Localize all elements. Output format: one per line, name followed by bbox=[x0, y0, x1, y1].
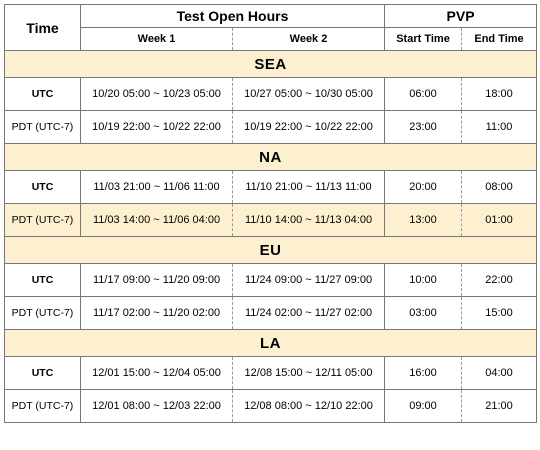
table-row bbox=[5, 264, 537, 297]
week2-cell: 12/08 15:00 ~ 12/11 05:00 bbox=[233, 357, 385, 390]
row-label: PDT (UTC-7) bbox=[5, 297, 81, 330]
region-name: SEA bbox=[5, 51, 537, 78]
region-row-na bbox=[5, 144, 537, 171]
week1-cell: 10/20 05:00 ~ 10/23 05:00 bbox=[81, 78, 233, 111]
header-test-open-hours: Test Open Hours bbox=[81, 5, 385, 28]
end-time-cell: 22:00 bbox=[462, 264, 537, 297]
start-time-cell: 09:00 bbox=[385, 390, 462, 423]
week2-cell: 11/10 21:00 ~ 11/13 11:00 bbox=[233, 171, 385, 204]
region-name: LA bbox=[5, 330, 537, 357]
header-start-time: Start Time bbox=[385, 28, 462, 51]
end-time-cell: 21:00 bbox=[462, 390, 537, 423]
end-time-cell: 18:00 bbox=[462, 78, 537, 111]
header-row-2 bbox=[5, 28, 537, 51]
header-week1: Week 1 bbox=[81, 28, 233, 51]
table-row bbox=[5, 171, 537, 204]
table-row-highlighted bbox=[5, 204, 537, 237]
week1-cell: 11/17 02:00 ~ 11/20 02:00 bbox=[81, 297, 233, 330]
region-row-eu bbox=[5, 237, 537, 264]
week2-cell: 10/19 22:00 ~ 10/22 22:00 bbox=[233, 111, 385, 144]
header-pvp: PVP bbox=[385, 5, 537, 28]
table-row bbox=[5, 357, 537, 390]
region-row-la bbox=[5, 330, 537, 357]
start-time-cell: 16:00 bbox=[385, 357, 462, 390]
week1-cell: 12/01 15:00 ~ 12/04 05:00 bbox=[81, 357, 233, 390]
week1-cell: 11/03 14:00 ~ 11/06 04:00 bbox=[81, 204, 233, 237]
week2-cell: 11/24 02:00 ~ 11/27 02:00 bbox=[233, 297, 385, 330]
start-time-cell: 23:00 bbox=[385, 111, 462, 144]
week1-cell: 11/17 09:00 ~ 11/20 09:00 bbox=[81, 264, 233, 297]
row-label: PDT (UTC-7) bbox=[5, 390, 81, 423]
start-time-cell: 03:00 bbox=[385, 297, 462, 330]
start-time-cell: 10:00 bbox=[385, 264, 462, 297]
schedule-sheet bbox=[4, 4, 536, 446]
row-label: UTC bbox=[5, 264, 81, 297]
region-name: NA bbox=[5, 144, 537, 171]
start-time-cell: 13:00 bbox=[385, 204, 462, 237]
end-time-cell: 08:00 bbox=[462, 171, 537, 204]
header-week2: Week 2 bbox=[233, 28, 385, 51]
week2-cell: 10/27 05:00 ~ 10/30 05:00 bbox=[233, 78, 385, 111]
end-time-cell: 04:00 bbox=[462, 357, 537, 390]
header-time: Time bbox=[5, 5, 81, 51]
week2-cell: 12/08 08:00 ~ 12/10 22:00 bbox=[233, 390, 385, 423]
week2-cell: 11/24 09:00 ~ 11/27 09:00 bbox=[233, 264, 385, 297]
header-end-time: End Time bbox=[462, 28, 537, 51]
week1-cell: 10/19 22:00 ~ 10/22 22:00 bbox=[81, 111, 233, 144]
end-time-cell: 01:00 bbox=[462, 204, 537, 237]
start-time-cell: 20:00 bbox=[385, 171, 462, 204]
region-row-sea bbox=[5, 51, 537, 78]
table-row bbox=[5, 390, 537, 423]
table-row bbox=[5, 78, 537, 111]
schedule-table bbox=[4, 4, 537, 423]
end-time-cell: 11:00 bbox=[462, 111, 537, 144]
week2-cell: 11/10 14:00 ~ 11/13 04:00 bbox=[233, 204, 385, 237]
row-label: UTC bbox=[5, 357, 81, 390]
end-time-cell: 15:00 bbox=[462, 297, 537, 330]
region-name: EU bbox=[5, 237, 537, 264]
row-label: PDT (UTC-7) bbox=[5, 111, 81, 144]
start-time-cell: 06:00 bbox=[385, 78, 462, 111]
week1-cell: 11/03 21:00 ~ 11/06 11:00 bbox=[81, 171, 233, 204]
week1-cell: 12/01 08:00 ~ 12/03 22:00 bbox=[81, 390, 233, 423]
row-label: UTC bbox=[5, 171, 81, 204]
header-row-1 bbox=[5, 5, 537, 28]
table-row bbox=[5, 111, 537, 144]
table-row bbox=[5, 297, 537, 330]
row-label: PDT (UTC-7) bbox=[5, 204, 81, 237]
row-label: UTC bbox=[5, 78, 81, 111]
